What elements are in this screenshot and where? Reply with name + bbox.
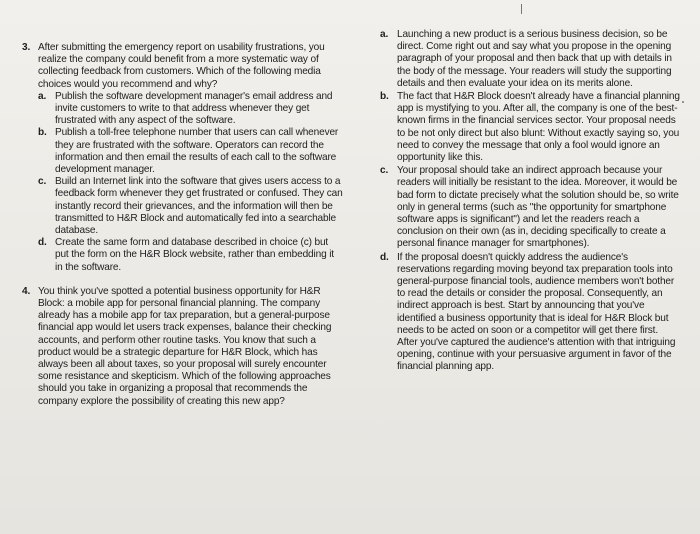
option-label: d. <box>38 237 47 249</box>
question-3 <box>22 42 344 274</box>
option-text: If the proposal doesn't quickly address the audience's reservations regarding moving beyond tax preparation tools into general-purpose financial tools, audience members won't bother to read the details or consider the proposal. Consequently, an indirect approach is best. Start by announcing that you've identified a business opportunity that is ideal for H&R Block but needs to be acted on soon or a competitor will get there first. After you've captured the audience's attention with that intriguing opening, continue with your persuasive argument in favor of the financial planning app. <box>397 251 676 373</box>
option-text: Publish the software development manager's email address and invite customers to write to that address whenever they get frustrated with any aspect of the software. <box>55 90 333 127</box>
option-text: Build an Internet link into the software that gives users access to a feedback form whenever they get frustrated or confused. They can instantly record their grievances, and the information will then be transmitted to H&R Block and automatically fed into a searchable database. <box>55 176 343 237</box>
option-text: Launching a new product is a serious business decision, so be direct. Come right out and say what you propose in the opening paragraph of your proposal and then back that up with details in the body of the message. Your readers will study the supporting details and then evaluate your idea on its merits alone. <box>397 29 672 89</box>
answer-option-c[interactable] <box>38 176 344 237</box>
option-label: b. <box>38 127 47 139</box>
answer-option-d[interactable] <box>38 237 344 274</box>
answer-option-a[interactable] <box>38 91 344 128</box>
answer-option-b[interactable] <box>38 127 344 176</box>
question-number: 3. <box>22 42 31 53</box>
question-4 <box>22 286 344 408</box>
option-text: Publish a toll-free telephone number that users can call whenever they are frustrated with the software. Operators can record the information and then email the results of each call to the software development manager. <box>55 127 339 176</box>
option-label: b. <box>380 91 389 103</box>
option-label: a. <box>38 90 47 102</box>
option-label: c. <box>38 176 47 188</box>
question-stem: You think you've spotted a potential business opportunity for H&R Block: a mobile app for personal financial planning. The company already has a mobile app for tax preparation, but a general-purpose financial app would let users track expenses, balance their checking accounts, and perform other routine tasks. You know that such a product would be a strategic departure for H&R Block, which has always been all about taxes, so your proposal will surely encounter some resistance and skepticism. Which of the following approaches should you take in organizing a proposal that recommends the company explore the possibility of creating this new app? <box>38 285 332 407</box>
answer-option-d[interactable] <box>380 252 680 374</box>
dot-mark <box>682 101 684 103</box>
top-mark <box>521 4 522 14</box>
answer-option-c[interactable] <box>380 165 680 250</box>
option-text: Your proposal should take an indirect approach because your readers will initially be resistant to the idea. Moreover, it would be bad form to dictate precisely what the solution should be, so write only in general terms (such as "the opportunity for smartphone software apps is significant") and let the readers reach a conclusion on their own (as in, deciding specifically to create a personal finance manager for smartphones). <box>397 165 679 250</box>
answer-option-a[interactable] <box>380 29 680 90</box>
answer-option-b[interactable] <box>380 91 680 164</box>
answer-options <box>380 29 680 374</box>
left-column <box>22 42 344 408</box>
right-column <box>380 29 680 374</box>
answer-options <box>38 91 344 274</box>
question-number: 4. <box>22 285 31 297</box>
question-stem: After submitting the emergency report on usability frustrations, you realize the company could benefit from a more systematic way of collecting feedback from customers. Which of the following media choices would you recommend and why? <box>38 42 325 90</box>
option-label: a. <box>380 29 389 40</box>
option-text: Create the same form and database described in choice (c) but put the form on the H&R Block website, rather than embedding it in the software. <box>55 237 334 273</box>
option-label: c. <box>380 165 389 177</box>
option-label: d. <box>380 251 389 263</box>
option-text: The fact that H&R Block doesn't already have a financial planning app is mystifying to you. After all, the company is one of the best-known firms in the financial services sector. Your proposal needs to be not only direct but also blunt: Without exactly saying so, you need to convey the message that only a fool would ignore an opportunity like this. <box>397 91 680 164</box>
